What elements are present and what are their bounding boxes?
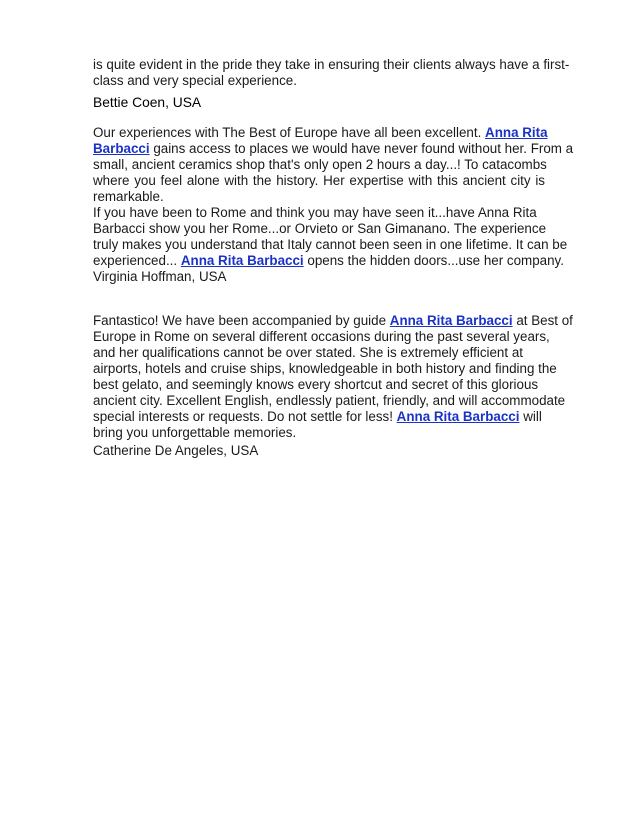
testimonial-2-author [93, 269, 545, 285]
text-line: and her qualifications cannot be over stated. She is extremely efficient at [93, 345, 523, 360]
text-span: Our experiences with The Best of Europe have all been excellent. [93, 125, 482, 140]
testimonial-1-author [93, 95, 545, 111]
text-span: opens the hidden doors...use her company. [307, 253, 564, 268]
text-line [93, 253, 564, 269]
guide-link[interactable]: Anna Rita Barbacci [396, 409, 520, 424]
text-line: bring you unforgettable memories. [93, 425, 297, 440]
text-line: is quite evident in the pride they take in ensuring their clients always have a first- [93, 57, 570, 72]
text-line [93, 125, 548, 141]
text-line: Barbacci show you her Rome...or Orvieto or San Gimanano. The experience [93, 221, 547, 236]
author-name: Virginia Hoffman, USA [93, 269, 227, 284]
guide-link[interactable]: Anna Rita [485, 125, 548, 140]
text-line: If you have been to Rome and think you may have seen it...have Anna Rita [93, 205, 537, 220]
testimonial-3-author [93, 443, 545, 459]
text-line [93, 141, 574, 157]
author-name: Catherine De Angeles, USA [93, 443, 259, 458]
testimonial-3-body [93, 313, 573, 441]
text-line: airports, hotels and cruise ships, knowledgeable in both history and finding the [93, 361, 557, 376]
text-line: class and very special experience. [93, 73, 297, 88]
text-line: best gelato, and seemingly knows every shortcut and secret of this glorious [93, 377, 539, 392]
text-span: special interests or requests. Do not settle for less! [93, 409, 393, 424]
text-line: ancient city. Excellent English, endlessly patient, friendly, and will accommodate [93, 393, 566, 408]
text-line [93, 313, 573, 329]
testimonial-1-body [93, 57, 570, 89]
text-line: where you feel alone with the history. Her expertise with this ancient city is [93, 173, 545, 188]
testimonial-2-body [93, 125, 574, 269]
guide-link[interactable]: Anna Rita Barbacci [389, 313, 513, 328]
text-span: at Best of [516, 313, 573, 328]
text-line: remarkable. [93, 189, 164, 204]
text-line: small, ancient ceramics shop that's only open 2 hours a day...! To catacombs [93, 157, 547, 172]
text-span: experienced... [93, 253, 178, 268]
text-span: Fantastico! We have been accompanied by guide [93, 313, 387, 328]
guide-link[interactable]: Anna Rita Barbacci [180, 253, 304, 268]
text-line [93, 409, 545, 425]
text-line: Europe in Rome on several different occasions during the past several years, [93, 329, 550, 344]
text-span: gains access to places we would have never found without her. From a [153, 141, 574, 156]
text-span: will [523, 409, 542, 424]
text-line: truly makes you understand that Italy cannot been seen in one lifetime. It can be [93, 237, 568, 252]
guide-link[interactable]: Barbacci [93, 141, 150, 156]
author-name: Bettie Coen, USA [93, 95, 202, 110]
